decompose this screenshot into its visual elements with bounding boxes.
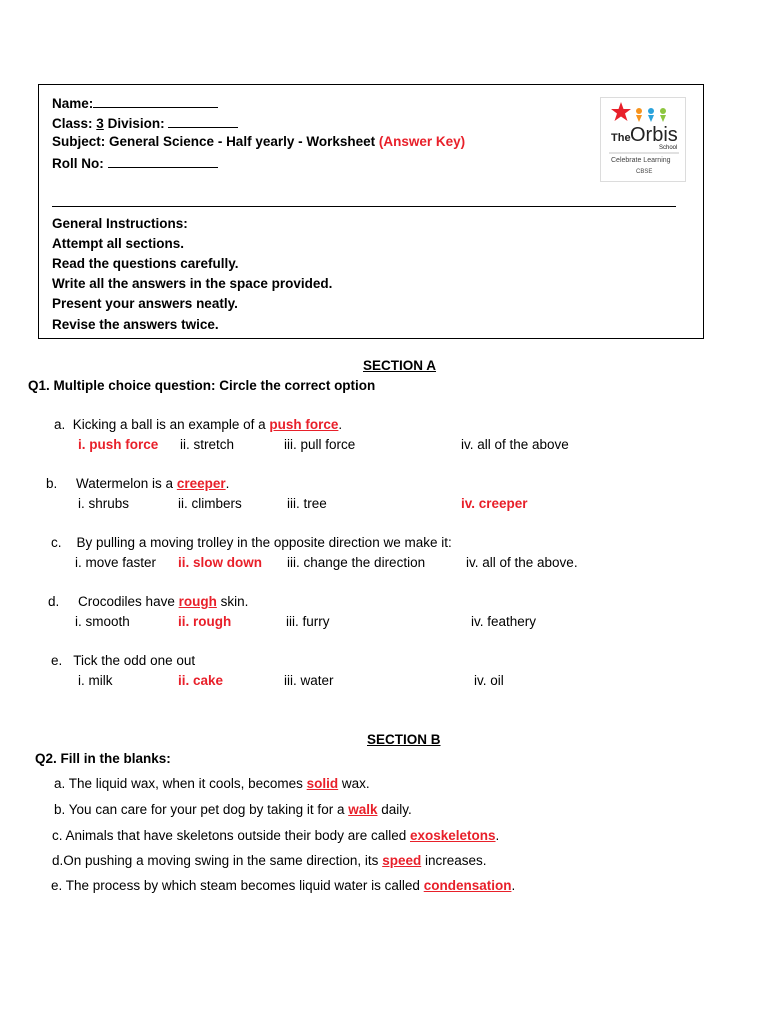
- answer-text: solid: [306, 776, 339, 791]
- option-c-2[interactable]: ii. slow down: [178, 555, 262, 570]
- option-b-2[interactable]: ii. climbers: [178, 496, 242, 511]
- instruction-item: Present your answers neatly.: [52, 296, 238, 311]
- question-text: Crocodiles have: [78, 594, 179, 609]
- mcq-question-c: [51, 535, 452, 550]
- logo-the-text: The: [611, 132, 631, 144]
- question-text-end: .: [225, 476, 230, 491]
- answer-text: speed: [382, 853, 422, 868]
- question-text-end: .: [338, 417, 343, 432]
- question-label: a.: [54, 417, 66, 432]
- division-blank[interactable]: [168, 114, 238, 128]
- mcq-question-e: [51, 653, 195, 668]
- instructions-title: General Instructions:: [52, 216, 188, 231]
- q2-heading: Q2. Fill in the blanks:: [35, 751, 171, 766]
- option-b-1[interactable]: i. shrubs: [78, 496, 130, 511]
- option-c-3[interactable]: iii. change the direction: [287, 555, 426, 570]
- class-label: Class:: [52, 116, 93, 131]
- item-text-end: .: [511, 878, 516, 893]
- logo-tagline: Celebrate Learning: [611, 157, 671, 164]
- option-a-2[interactable]: ii. stretch: [180, 437, 235, 452]
- section-b-title: SECTION B: [367, 732, 441, 747]
- instruction-item: Attempt all sections.: [52, 236, 185, 251]
- logo-orbis-text: Orbis: [630, 124, 678, 146]
- subject-text: Subject: General Science - Half yearly - Worksheet: [52, 134, 376, 149]
- fill-blank-c: [52, 828, 499, 843]
- mcq-question-a: [54, 417, 342, 432]
- answer-key-label: (Answer Key): [378, 134, 466, 149]
- item-text-end: .: [495, 828, 500, 843]
- question-text-end: skin.: [216, 594, 249, 609]
- section-a-title: SECTION A: [363, 358, 437, 373]
- division-label: Division:: [107, 116, 165, 131]
- question-label: c.: [51, 535, 62, 550]
- option-a-1[interactable]: i. push force: [78, 437, 159, 452]
- roll-blank[interactable]: [108, 154, 218, 168]
- item-text-end: increases.: [421, 853, 487, 868]
- question-text: Watermelon is a: [76, 476, 177, 491]
- option-e-4[interactable]: iv. oil: [474, 673, 504, 688]
- option-a-4[interactable]: iv. all of the above: [461, 437, 569, 452]
- option-b-4[interactable]: iv. creeper: [461, 496, 528, 511]
- item-label: c.: [52, 828, 63, 843]
- orbis-logo-icon: [601, 98, 685, 181]
- question-label: d.: [48, 594, 60, 609]
- question-text: Kicking a ball is an example of a: [72, 417, 270, 432]
- option-d-2[interactable]: ii. rough: [178, 614, 232, 629]
- item-label: e.: [51, 878, 63, 893]
- item-text: On pushing a moving swing in the same direction, its: [63, 853, 383, 868]
- school-logo: [600, 97, 686, 182]
- option-e-2[interactable]: ii. cake: [178, 673, 224, 688]
- fill-blank-a: [54, 776, 370, 791]
- option-d-3[interactable]: iii. furry: [286, 614, 330, 629]
- logo-school-text: School: [659, 145, 678, 151]
- option-d-4[interactable]: iv. feathery: [471, 614, 537, 629]
- answer-text: condensation: [423, 878, 512, 893]
- class-field[interactable]: [52, 114, 238, 131]
- instruction-item: Revise the answers twice.: [52, 317, 219, 332]
- answer-text: walk: [348, 802, 378, 817]
- fill-blank-e: [51, 878, 515, 893]
- item-label: b.: [54, 802, 66, 817]
- option-b-3[interactable]: iii. tree: [287, 496, 327, 511]
- name-label: Name:: [52, 96, 94, 111]
- item-text: The process by which steam becomes liquid water is called: [65, 878, 424, 893]
- answer-text: exoskeletons: [409, 828, 496, 843]
- item-text: Animals that have skeletons outside their body are called: [65, 828, 410, 843]
- name-blank[interactable]: [93, 94, 218, 108]
- option-a-3[interactable]: iii. pull force: [284, 437, 356, 452]
- item-text-end: daily.: [377, 802, 412, 817]
- item-text-end: wax.: [338, 776, 370, 791]
- mcq-question-d: [48, 594, 248, 609]
- question-text: Tick the odd one out: [73, 653, 196, 668]
- item-label: d.: [52, 853, 64, 868]
- question-label: e.: [51, 653, 63, 668]
- mcq-question-b: [46, 476, 229, 491]
- item-text: The liquid wax, when it cools, becomes: [68, 776, 307, 791]
- q1-heading: Q1. Multiple choice question: Circle the correct option: [28, 378, 376, 393]
- option-e-1[interactable]: i. milk: [78, 673, 113, 688]
- roll-field[interactable]: [52, 154, 218, 171]
- roll-label: Roll No:: [52, 156, 104, 171]
- instruction-item: Write all the answers in the space provided.: [52, 276, 333, 291]
- header-divider: [52, 206, 676, 207]
- option-e-3[interactable]: iii. water: [284, 673, 334, 688]
- logo-board: CBSE: [636, 169, 653, 175]
- option-d-1[interactable]: i. smooth: [75, 614, 130, 629]
- class-value: 3: [96, 116, 104, 131]
- instruction-item: Read the questions carefully.: [52, 256, 239, 271]
- answer-text: creeper: [176, 476, 226, 491]
- option-c-1[interactable]: i. move faster: [75, 555, 157, 570]
- option-c-4[interactable]: iv. all of the above.: [466, 555, 578, 570]
- answer-text: rough: [178, 594, 217, 609]
- answer-text: push force: [269, 417, 339, 432]
- subject-line: [52, 134, 465, 149]
- fill-blank-b: [54, 802, 412, 817]
- item-text: You can care for your pet dog by taking it for a: [68, 802, 349, 817]
- question-label: b.: [46, 476, 58, 491]
- name-field[interactable]: [52, 94, 218, 111]
- item-label: a.: [54, 776, 66, 791]
- fill-blank-d: [52, 853, 487, 868]
- question-text: By pulling a moving trolley in the opposite direction we make it:: [76, 535, 452, 550]
